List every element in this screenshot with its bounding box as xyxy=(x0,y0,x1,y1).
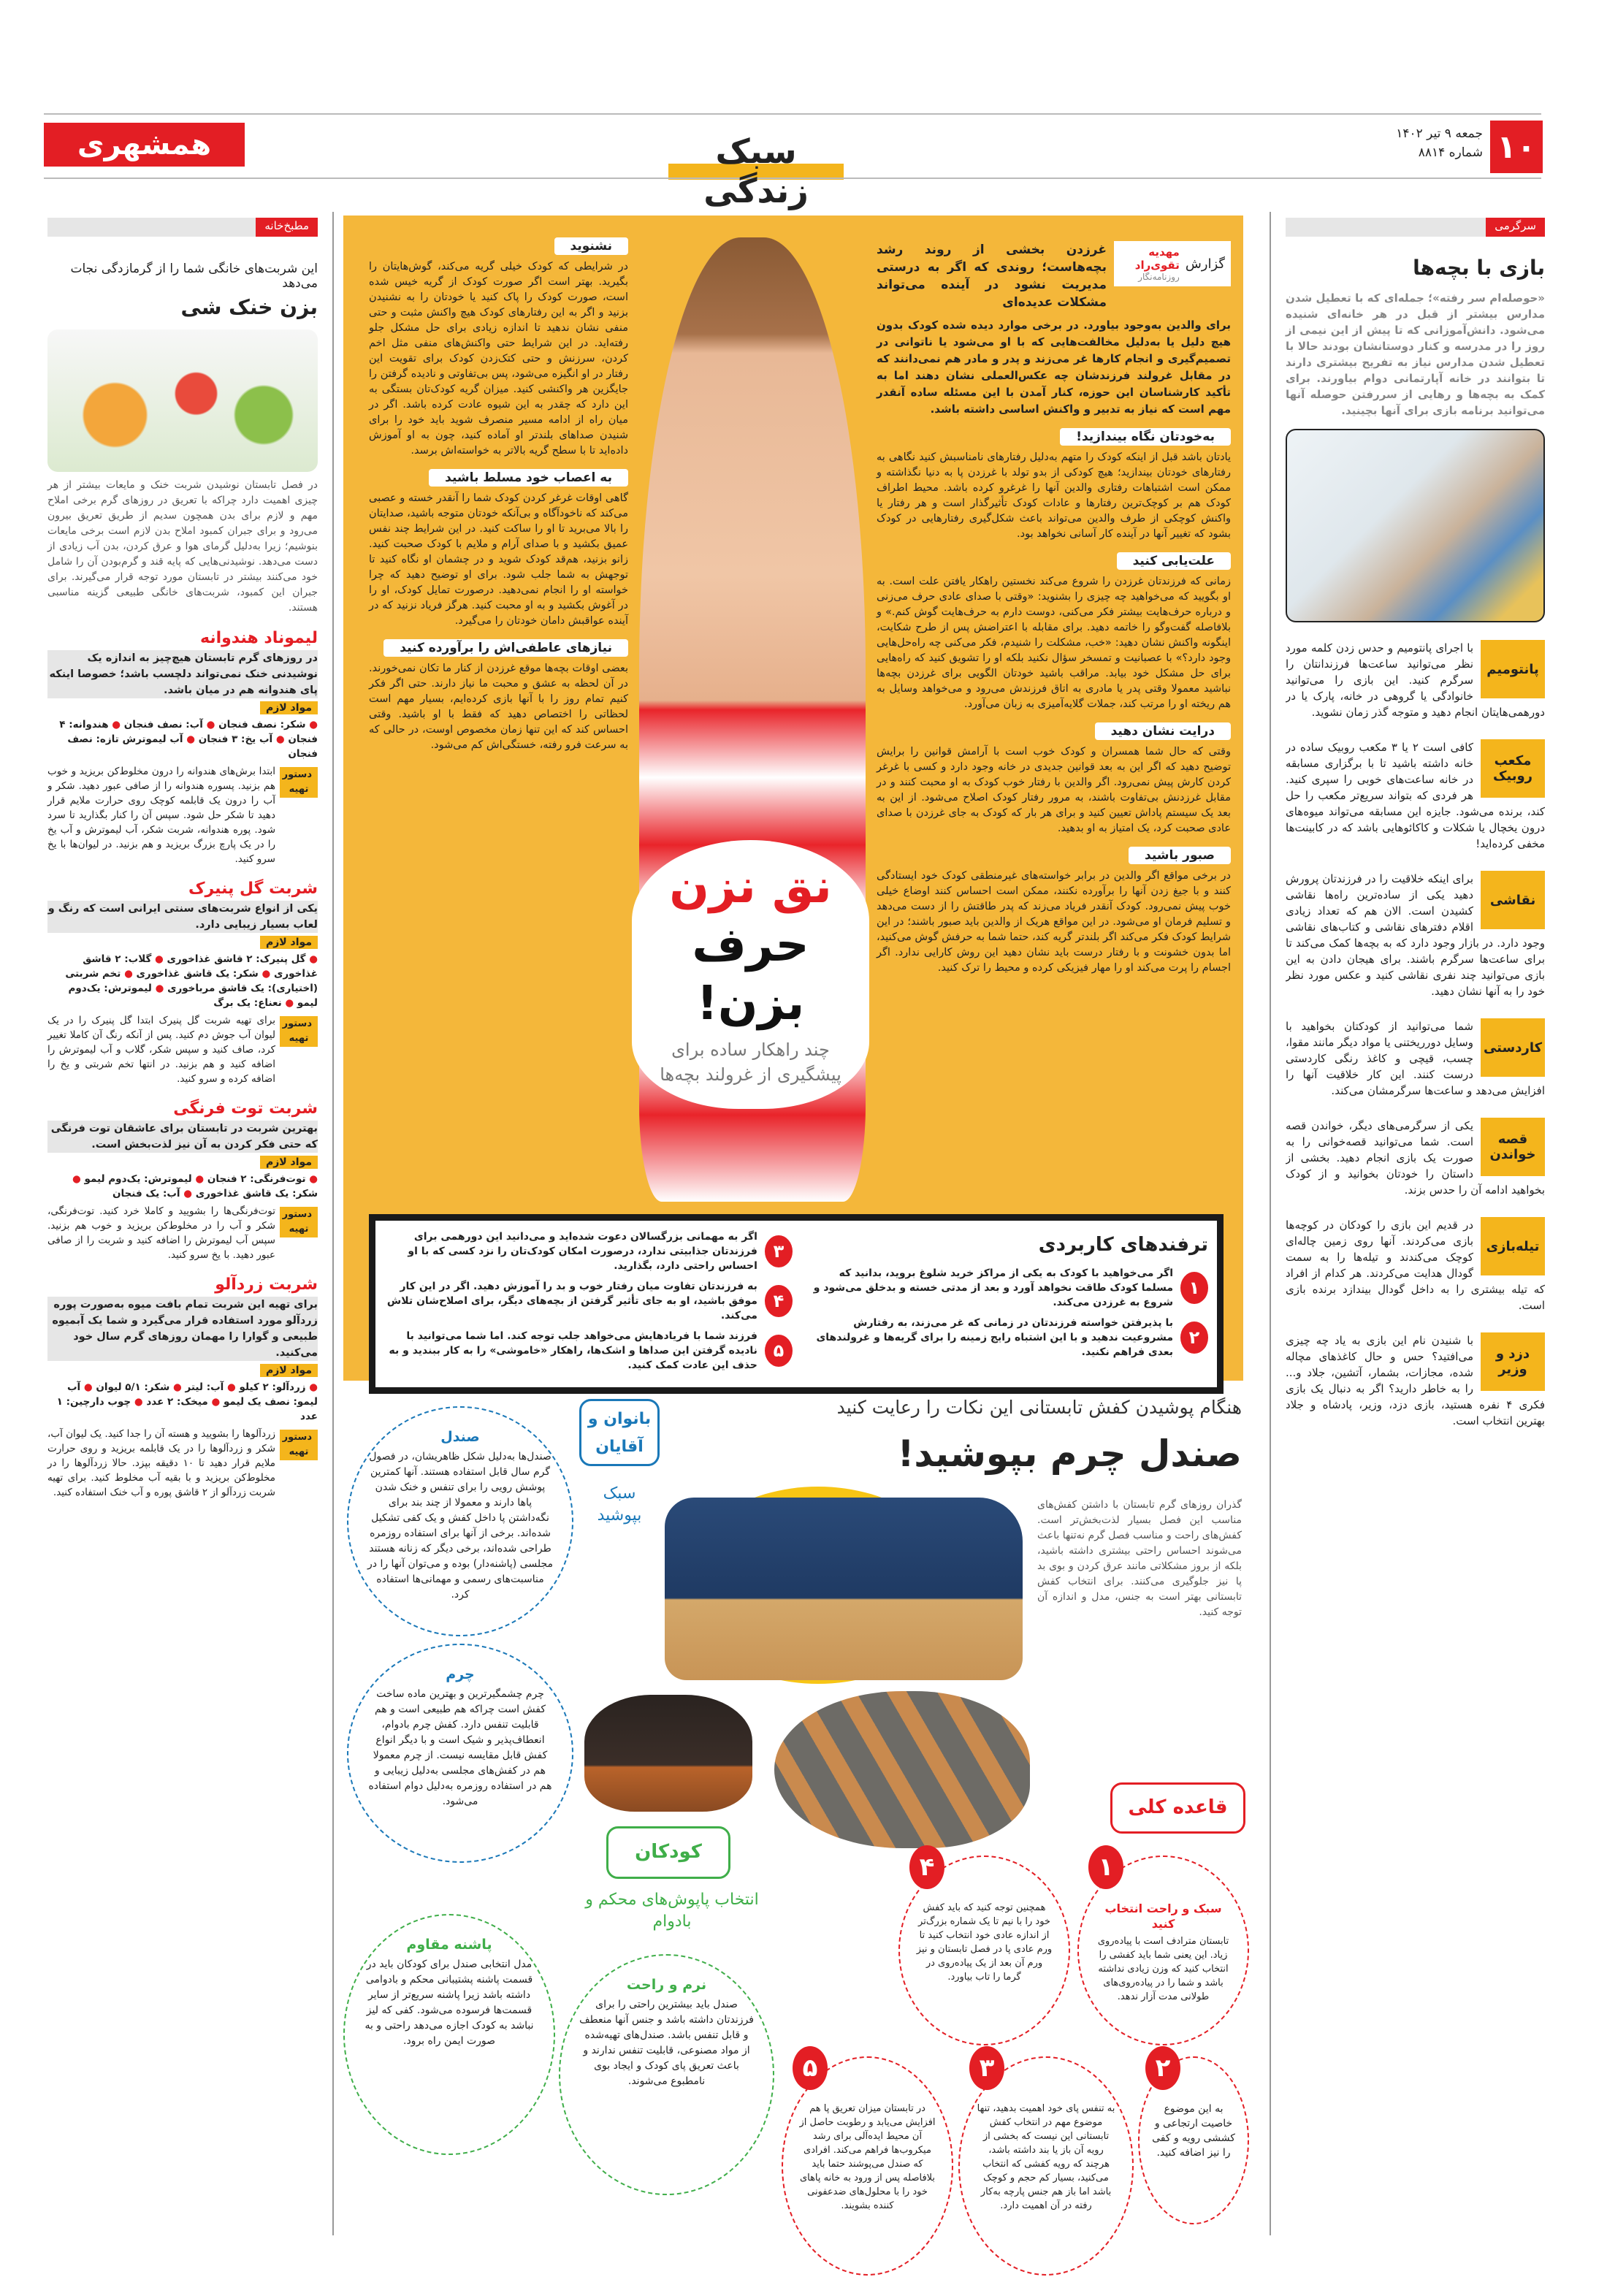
feature-column-right xyxy=(877,241,1231,986)
author-role: روزنامه‌نگار xyxy=(1138,272,1180,282)
rule-number: ۳ xyxy=(969,2046,1004,2090)
adults-subtitle: سبک بپوشید xyxy=(597,1484,642,1525)
circle-title: پاشنه مقاوم xyxy=(406,1937,492,1953)
article-title: بزن خنک شی xyxy=(180,295,318,319)
ingredient: آب: نصف فنجان xyxy=(123,719,203,731)
recipe-intro: برای تهیه این شربت تمام بافت میوه به‌صورت پوره زردآلو مورد استفاده قرار می‌گیرد و شما یک آبمیوه طبیعی و گوارا را مهمان روزهای گرم سال خود می‌کنید. xyxy=(47,1297,318,1361)
game-text: با شنیدن نام این بازی به یاد چه چیزی می‌افتید؟ حس و حال کاغذهای مچاله شده، مجازات، بشمار، آتشین، جلاد و... را به خاطر دارید؟ اگر به دنبال یک بازی فکری ۴ نفره هستید، بازی دزد، وزیر، پادشاه و جلاد بهترین انتخاب است. xyxy=(1286,1334,1545,1427)
rule-text: به تنفس پای خود اهمیت بدهید، تنها موضوع مهم در انتخاب کفش تابستانی این نیست که بخشی از رویه آن باز یا بند داشته باشد، هرچند که رویه کفشی که انتخاب می‌کنید، بسیار کم حجم و کوچک باشد اما باز هم جنس پارچه به‌کار رفته در آن اهمیت دارد. xyxy=(977,2103,1115,2211)
issue-info xyxy=(1373,124,1483,162)
steps-label: دستور تهیه xyxy=(280,767,318,798)
tip-text: با پذیرفتن خواسته فرزندتان در زمانی که غر می‌زند، به رفتارش مشروعیت ندهید و با این اشتباه رایج زمینه را برای گریه‌ها و غرولندهای بعدی فراهم نکنید. xyxy=(816,1317,1173,1358)
tip-text: فرزند شما با فریادهایش می‌خواهد جلب توجه کند. اما شما می‌توانید با نادیده گرفتن این صداها و اشک‌ها، راهکار «خاموشی» را به کار ببندید و به حذف این عادت کمک کنید. xyxy=(389,1330,757,1371)
ingredients-list: ● توت‌فرنگی: ۲ فنجان ● لیموترش: یک‌دوم لیمو ● شکر: یک قاشق غذاخوری ● آب: یک فنجان xyxy=(72,1173,318,1200)
section-emotional-needs xyxy=(369,639,628,753)
tag-label: مطبخ‌خانه xyxy=(256,218,318,237)
lead-row xyxy=(877,241,1231,311)
ingredient: آب: لیتر xyxy=(185,1381,224,1393)
drinks-photo xyxy=(47,329,318,472)
section-tag-kitchen xyxy=(47,218,318,237)
recipe-watermelon xyxy=(47,622,318,866)
section-text: بعضی اوقات بچه‌ها موقع غرزدن از کنار ما تکان نمی‌خورند. در آن لحظه به عشق و محبت ما نیاز دارند. حتی اگر فکر کنیم تمام روز را با آنها بازی کرده‌ایم، بسیار مهم است لحظاتی را اختصاص دهید که فقط با او باشید. وقتی احساس کند که این تنها زمان مخصوص اوست، در حالی که به سرعت فرو رفته، خستگی‌اش کم می‌شود. xyxy=(369,663,628,751)
tip-item xyxy=(807,1266,1208,1310)
game-text: با اجرای پانتومیم و حدس زدن کلمه مورد نظر می‌توانید ساعت‌ها فرزندانتان را سرگرم کنید. این بازی را می‌توانید خانوادگی یا گروهی در خانه، پارک یا در دورهمی‌هایتان انجام دهید و متوجه گذر زمان نشوید. xyxy=(1286,641,1545,719)
game-text: در قدیم این بازی را کودکان در کوچه‌ها بازی می‌کردند. آنها روی زمین چاله‌ای کوچک می‌کندند و تیله‌ها را به سمت گودال هدایت می‌کردند. هر کدام از افراد که تیله بیشتری را به داخل گودال بیندازد برنده بازی است. xyxy=(1286,1218,1545,1312)
section-title-text: سبک زندگی xyxy=(703,131,809,210)
kids-bubble: کودکان xyxy=(606,1826,730,1879)
ingredient: لیموترش: یک‌دوم لیمو xyxy=(84,1173,192,1185)
recipe-intro: یکی از انواع شربت‌های سنتی ایرانی است که رنگ و لعاب بسیار زیبایی دارد. xyxy=(47,901,318,933)
circle-title: نرم و راحت xyxy=(626,1977,707,1993)
ingredients-label: مواد لازم xyxy=(260,701,318,714)
byline xyxy=(1114,241,1231,286)
rule-text: به این موضوع خاصیت ارتجاعی و کششی رویه و کفی را نیز اضافه کنید. xyxy=(1152,2103,1235,2159)
ingredient: آب لیمو: نصف یک لیمو xyxy=(66,1381,318,1408)
ingredient: گل پنیرک: ۲ قاشق غذاخوری xyxy=(167,953,306,965)
tip-item xyxy=(384,1279,793,1323)
ingredient: آب یخ: ۳ فنجان xyxy=(198,733,273,745)
rule-text: در تابستان میزان تعریق پا هم افزایش می‌یابد و رطوبت حاصل از آن محیط ایده‌آلی برای رشد میکروب‌ها فراهم می‌کند. افرادی که صندل می‌پوشند حتما باید بلافاصله پس از ورود به خانه پاهای خود را با محلول‌های ضدعفونی کننده بشویند. xyxy=(799,2103,936,2211)
rule-number: ۱ xyxy=(1088,1845,1123,1889)
game-item xyxy=(1286,1217,1545,1313)
ingredient: زردآلو: ۲ کیلو xyxy=(239,1381,306,1393)
game-label: پانتومیم xyxy=(1481,640,1545,698)
tip-item xyxy=(807,1316,1208,1359)
ingredients-list: ● زردآلو: ۲ کیلو ● آب: لیتر ● شکر: ۵/۱ لیوان ● آب لیمو: نصف یک لیمو ● میخک: ۲ عدد ● چوب دارچین: ۱ عدد xyxy=(56,1381,318,1422)
tip-text: اگر به مهمانی بزرگسالان دعوت شده‌اید و می‌دانید این دورهمی برای فرزندتان جذابیتی ندارد، درصورت امکان کودک‌تان را نزد کسی که با او احساس راحتی دارد، بگذارید. xyxy=(408,1231,757,1272)
ingredient: توت‌فرنگی: ۲ فنجان xyxy=(207,1173,306,1185)
section-text: در شرایطی که کودک خیلی گریه می‌کند، گوش‌هایتان را بگیرید. بهتر است اگر صورت کودک از گریه خیس شده است، صورت کودک را پاک کنید یا خودتان را به نشنیدن بزنید و اگر به این رفتارهای کودک هیچ واکنش مثبت و حتی منفی نشان ندهید تا اندازه زیادی برای حل مشکل جلو رفته‌اید. در این شرایط حتی واکنش‌های منفی مثل اخم کردن، سرزنش و حتی کتک‌زدن کودک برای تقویت این رفتار در او انگیزه می‌شود، پس بی‌تفاوتی و نادیده گرفتن را جایگزین هر واکنشی کنید. میزان گریه کودک‌تان بستگی به این دارد که چقدر به این شیوه عادت کرده باشد. اگر در میان راه از ادامه مسیر منصرف شوید باید خود را برای شنیدن صداهای بلندتر او آماده کنید، چون به او آموزش داده‌اید تا با سطح گریه بالاتر به خواسته‌اش برسد. xyxy=(369,261,628,457)
section-text: وقتی که حال شما همسران و کودک خوب است با آرامش قوانین را برایش توضیح دهید که اگر این به بعد قوانین جدیدی در خانه وجود دارد و کسی با غرغر کردن کارش پیش نمی‌رود. اگر والدین با رفتار خوب کودک به او محبت کنند و در مقابل غرزدنش بی‌تفاوت باشند، به مرور رفتار کودک اصلاح می‌شود. از این به بعد یک سیستم پاداش تعیین کنید و برای هر بار که کودک به جای غرزدن با صدای عادی صحبت کرد، یک امتیاز به او بدهید. xyxy=(877,746,1231,834)
tip-number: ۱ xyxy=(1180,1272,1208,1304)
circle-soft-comfort xyxy=(559,1954,774,2195)
ingredients-label: مواد لازم xyxy=(260,1156,318,1169)
article-intro: «حوصله‌ام سر رفته»؛ جمله‌ای که با تعطیل شدن مدارس بیشتر از قبل در هر خانه‌ای شنیده می‌شود. دانش‌آموزانی که تا پیش از این نیمی از روز را در مدرسه و کنار دوستانشان بودند حالا با تعطیل شدن مدارس نیاز به تفریح بیشتری دارند تا بتوانند در خانه آپارتمانی دوام بیاورند. برای کمک به بچه‌ها و رهایی از سررفتن حوصله آنها می‌توانید برنامه بازی برای آنها بچینید. xyxy=(1286,291,1545,417)
ingredients-list: ● گل پنیرک: ۲ قاشق غذاخوری ● گلاب: ۲ قاشق غذاخوری ● شکر: یک قاشق غذاخوری ● تخم شربتی (اختیاری): یک قاشق مرباخوری ● لیموترش: یک‌دوم لیمو ● نعناع: یک برگ xyxy=(65,953,318,1009)
article-title: بازی با بچه‌ها xyxy=(1413,256,1545,280)
ingredients-list: ● شکر: نصف فنجان ● آب: نصف فنجان ● هندوانه: ۴ فنجان ● آب یخ: ۳ فنجان ● آب لیموترش تازه: نصف فنجان xyxy=(59,719,318,760)
game-item xyxy=(1286,1018,1545,1099)
game-item xyxy=(1286,871,1545,999)
main-title xyxy=(632,840,869,1109)
circle-title: صندل xyxy=(440,1429,480,1445)
section-heading: درایت نشان دهید xyxy=(1095,722,1231,740)
recipe-apricot xyxy=(47,1268,318,1500)
tip-number: ۲ xyxy=(1180,1321,1208,1354)
rule-number: ۵ xyxy=(793,2046,828,2090)
ingredient: شکر: ۵/۱ لیوان xyxy=(96,1381,170,1393)
title-line-1: نق نزن xyxy=(669,860,832,914)
tip-item xyxy=(384,1329,793,1373)
recipe-steps: زردآلوها را بشویید و هسته آن را جدا کنید. یک لیوان آب، شکر و زردآلوها را در یک قابلمه بریزید و روی حرارت ملایم قرار دهید تا ۱۰ دقیقه بپزد. حالا زردآلوها را در مخلوط‌کن بریزید و با بقیه آب مخلوط کنید. برای تهیه شربت زردآلو از ۲ قاشق پوره و آب خنک استفاده کنید. xyxy=(47,1428,275,1498)
game-item xyxy=(1286,1332,1545,1429)
ingredient: گلاب: ۲ قاشق غذاخوری xyxy=(83,953,318,980)
circle-sturdy-heel xyxy=(343,1914,555,2155)
circle-text: صندل‌ها به‌دلیل شکل ظاهریشان، در فصول گرم سال قابل استفاده هستند. آنها کمترین پوشش رویی را برای تنفس و خنک شدن پاها دارند و معمولا از چند بند برای نگه‌داشتن پا داخل کفش و یک کفی تشکیل شده‌اند. برخی از آنها برای استفاده روزمره طراحی شده‌اند، برخی دیگر که زنانه هستند مجلسی (پاشنه‌دار) بوده و می‌توان آنها را در مناسبت‌های رسمی و مهمانی‌ها استفاده کرد. xyxy=(367,1451,553,1601)
game-text: شما می‌توانید از کودکتان بخواهید با وسایل دورریختنی یا مواد دیگر مانند مقوا، چسب، قیچی و کاغذ رنگی کاردستی درست کنند. این کار خلاقیت آنها را افزایش می‌دهد و ساعت‌ها سرگرمشان می‌کند. xyxy=(1286,1020,1545,1097)
circle-text: مدل انتخابی صندل برای کودکان باید در قسمت پاشنه پشتیبانی محکم و بادوامی داشته باشد زیرا پاشنه سریع‌تر از سایر قسمت‌ها فرسوده می‌شود. کفی که لیز نباشد به کودک اجازه می‌دهد راحتی و به صورت ایمن راه برود. xyxy=(364,1959,534,2047)
game-label: قصه خواندن xyxy=(1481,1118,1545,1176)
left-column xyxy=(47,218,318,1500)
game-label: کاردستی xyxy=(1481,1018,1545,1077)
sandal-intro: گذران روزهای گرم تابستان با داشتن کفش‌های مناسب این فصل بسیار لذت‌بخش‌تر است. کفش‌های راحت و مناسب فصل گرم نه‌تنها باعث می‌شوند احساس راحتی بیشتری داشته باشید، بلکه از بروز مشکلاتی مانند عرق کردن و بوی بد پا نیز جلوگیری می‌کنند. برای انتخاب کفش تابستانی بهتر است به جنس، مدل و اندازه آن توجه کنید. xyxy=(1037,1499,1242,1618)
game-label: دزد و وزیر xyxy=(1481,1332,1545,1391)
tip-item xyxy=(384,1229,793,1273)
section-text: یادتان باشد قبل از اینکه کودک را متهم به‌دلیل رفتارهای نامناسبش کنید نگاهی به رفتارهای خودتان بیندازید؛ هیچ کودکی از بدو تولد با غرزدن پا به دنیا نگذاشته و ممکن است اشتباهات رفتاری والدین آنها را غرغرو کرده باشد. محیط اطراف کودک هم بر کوچک‌ترین رفتارها و عادات کودک تأثیرگذار است و هر رفتار یا واکنش کوچکی از طرف والدین می‌تواند باعث شکل‌گیری رفتارهایی در کودک بشود که تغییر آنها در آینده کار آسانی نخواهد بود. xyxy=(877,451,1231,540)
ingredient: نعناع: یک برگ xyxy=(213,997,282,1009)
lead-text: برای والدین به‌وجود بیاورد. در برخی موارد دیده شده کودک بدون هیچ دلیل یا به‌دلیل مخالفت‌هایی که با او می‌شود یا ناتوانی در تصمیم‌گیری و انجام کارها غر می‌زند و پدر و مادر هم نمی‌دانند که در مقابل غرولند فرزندشان چه عکس‌العملی نشان دهند اما به تأکید کارشناسان این حوزه، کنار آمدن با این مسئله ساده آنقدر مهم است که نیاز به تدبیر و واکنش اساسی داشته باشد. xyxy=(877,319,1231,416)
section-be-patient xyxy=(877,847,1231,976)
issue-number: شماره ۸۸۱۴ xyxy=(1418,145,1483,160)
game-text: برای اینکه خلاقیت را در فرزندتان پرورش دهید یکی از ساده‌ترین راه‌ها نقاشی کشیدن است. الان هم که تعداد زیادی اقلام دفترهای نقاشی و کتاب‌های نقاشی وجود دارد. در بازار وجود دارد که به بچه‌ها کمک می‌کند تا برای ساعت‌ها سرگرم باشند. برای هیجان دادن به این بازی می‌توانید چند نفری نقاشی کنید و عکس مورد نظر خود را به آنها نشان دهید. xyxy=(1286,872,1545,998)
game-text: یکی از سرگرمی‌های دیگر، خواندن قصه است. شما می‌توانید قصه‌خوانی را به صورت یک بازی انجام دهید. بخشی از داستان را خودتان بخوانید و از کودک بخواهید ادامه آن را حدس بزند. xyxy=(1286,1119,1545,1197)
recipe-intro: بهترین شربت در تابستان برای عاشقان توت فرنگی که حتی فکر کردن به آن نیز لذت‌بخش است. xyxy=(47,1121,318,1153)
recipe-steps: توت‌فرنگی‌ها را بشویید و کاملا خرد کنید. توت‌فرنگی، شکر و آب را در مخلوط‌کن بریزید و خوب هم بزنید. سپس آب لیموترش را اضافه کنید و شربت را از صافی عبور دهید. با یخ سرو کنید. xyxy=(47,1205,275,1261)
ingredient: شکر: یک قاشق غذاخوری xyxy=(136,968,259,980)
rule-number: ۲ xyxy=(1145,2046,1180,2090)
kids-sandal-image xyxy=(584,1695,752,1812)
recipe-title: لیموناد هندوانه xyxy=(199,629,318,647)
sandal-title: صندل چرم بپوشید! xyxy=(897,1433,1242,1475)
game-label: مکعب روبیک xyxy=(1481,739,1545,798)
section-heading: به‌خودتان نگاه بیندازید! xyxy=(1060,428,1231,446)
steps-label: دستور تهیه xyxy=(280,1430,318,1460)
section-text: در برخی مواقع اگر والدین در برابر خواسته‌های غیرمنطقی کودک خود ایستادگی کنند و با جیغ زدن آنها را برآورده نکنند، ممکن است احساس کنند اوضاع خیلی خوب پیش نمی‌رود. کودک آنقدر فریاد می‌زند که پدر طاقتش را از دست می‌دهد و تسلیم فرمان او می‌شود. در این مواقع هریک از والدین باید صبور باشند؛ در این شرایط کودک فکر می‌کند اگر بلندتر گریه کند، حتما شما به حرفش گوش می‌کنید، اما بدون خشونت و با رفتار درست باید نشان دهید این روش کارایی ندارد. اگر اجسام را پرت می‌کند او را مهار فیزیکی کرده و محیط را ترک کنید. xyxy=(877,870,1231,974)
recipe-steps: ابتدا برش‌های هندوانه را درون مخلوط‌کن بریزید و خوب هم بزنید. پسوره هندوانه را از صافی عبور دهید. شکر و آب را درون یک قابلمه کوچک روی حرارت ملایم قرار دهید تا شکر حل شود. سپس آن را کنار بگذارید تا سرد شود. پوره هندوانه، شربت شکر، آب لیموترش و آب یخ را در یک پارچ بزرگ بریزید و هم بزنید. در لیوان‌ها با یخ سرو کنید. xyxy=(47,766,275,865)
ingredient: تخم شربتی (اختیاری): یک قاشق مرباخوری xyxy=(65,968,318,994)
ingredients-label: مواد لازم xyxy=(260,936,318,949)
circle-title: چرم xyxy=(446,1666,475,1682)
rule-title: سبک و راحت انتخاب کنید xyxy=(1104,1902,1222,1931)
game-label: نقاشی xyxy=(1481,871,1545,929)
lead-bold: غرزدن بخشی از روند رشد بچه‌هاست؛ روندی که اگر به درستی مدیریت نشود در آینده می‌تواند مشکلات عدیده‌ای xyxy=(877,243,1107,310)
sandal-kicker: هنگام پوشیدن کفش تابستانی این نکات را رعایت کنید xyxy=(836,1397,1242,1418)
ingredient: میخک: ۲ عدد xyxy=(146,1396,208,1408)
recipe-strawberry xyxy=(47,1092,318,1262)
ingredient: لیموترش: یک‌دوم لیمو xyxy=(68,983,318,1009)
ingredient: شکر: نصف فنجان xyxy=(218,719,306,731)
ingredients-label: مواد لازم xyxy=(260,1364,318,1377)
section-tag-entertainment xyxy=(1286,218,1545,237)
section-text: زمانی که فرزندتان غرزدن را شروع می‌کند نخستین راهکار یافتن علت است. به او بگویید که می‌خواهید چه چیزی را بشنوید: «وقتی با صدای عادی حرف می‌زنی و درباره حرف‌هایت بیشتر فکر می‌کنی، دوست دارم به حرف‌هایت گوش کنم.» و بلافاصله گفت‌وگو را خاتمه دهید. برای مقابله با اعتراضش پس از طرح شکایت، اینگونه واکنش نشان دهید: «خب، مشکلت را شنیدم، فکر می‌کنی چه راه‌حل‌هایی وجود دارد؟» با عصبانیت و تمسخر سؤال نکنید بلکه او را تشویق کنید که راه‌هایی برای حل مشکل خود بیابد. مراقب باشید خودتان الگویی برای غرزدن بچه‌ها نباشید معمولا وقتی پدر یا مادری به اتاق فرزندش می‌رود و می‌خواهد وسایل به هم ریخته او را مرتب کند، جملات گلایه‌آمیزی به زبان می‌آورد. xyxy=(877,576,1231,710)
subtitle: چند راهکار ساده برای پیشگیری از غرولند بچه‌ها xyxy=(660,1040,841,1085)
circle-sandal xyxy=(347,1406,573,1636)
leather-sandals-image xyxy=(774,1691,1030,1848)
newspaper-logo: همشهری xyxy=(44,123,245,167)
circle-text: صندل باید بیشترین راحتی را برای فرزندتان داشته باشد و جنس آنها منعطف و قابل تنفس باشد. صندل‌های تهیه‌شده از مواد مصنوعی، قابلیت تنفس ندارند و باعث تعریق پای کودک و ایجاد بوی نامطبوع می‌شوند. xyxy=(579,1999,754,2087)
page-number: ۱۰ xyxy=(1490,121,1543,173)
article-intro: در فصل تابستان نوشیدن شربت خنک و مایعات بیشتر از هر چیزی اهمیت دارد چراکه با تعریق در روزهای گرم برخی املاح مهم و لازم برای بدن همچون سدیم از طریق تعریق بیرون می‌رود و برای جبران کمبود املاح بدن لازم است برخی مایعات بنوشیم؛ زیرا به‌دلیل گرمای هوا و عرق کردن، بدن آب زیادی از دست می‌دهد. نوشیدنی‌هایی که پایه قند و گرم‌بودن آن را شامل خود می‌کنند بیشتر در تابستان مورد توجه قرار می‌گیرند. برای جبران این کمبود، شربت‌های خانگی طبیعی گزینه مناسبی هستند. xyxy=(47,479,318,614)
section-heading: علت‌یابی کنید xyxy=(1117,552,1231,570)
tip-text: به فرزندتان تفاوت میان رفتار خوب و بد را آموزش دهید. اگر در این کار موفق باشید، او به جای تأثیر گرفتن از بچه‌های دیگر، برای اصلاح‌شان تلاش می‌کند. xyxy=(386,1281,757,1321)
kids-subtitle: انتخاب پاپوش‌های محکم و بادوام xyxy=(585,1891,759,1931)
recipe-title: شربت گل پنیرک xyxy=(188,880,318,898)
recipe-steps: برای تهیه شربت گل پنیرک ابتدا گل پنیرک را در یک لیوان آب جوش دم کنید. پس از آنکه رنگ آن کاملا تغییر کرد، صاف کنید و سپس شکر، گلاب و آب لیموترش را اضافه کنید و هم بزنید. در انتها تخم شربتی و یخ را اضافه کرده و سرو کنید. xyxy=(47,1015,275,1085)
ingredient: هندوانه: ۴ فنجان xyxy=(59,719,318,745)
rule-text: تابستان مترادف است با پیاده‌روی زیاد. این یعنی شما باید کفشی را انتخاب کنید که وزن زیادی نداشته باشد و شما را در پیاده‌روی‌های طولانی مدت آزار ندهد. xyxy=(1097,1936,1229,2002)
children-playing-photo xyxy=(1286,429,1545,622)
ingredient: چوب دارچین: ۱ عدد xyxy=(56,1396,318,1422)
tips-title: ترفندهای کاربردی xyxy=(1038,1234,1208,1256)
game-text: کافی است ۲ یا ۳ مکعب روبیک ساده در خانه داشته باشید تا با برگزاری مسابقه در خانه ساعت‌های خوبی را سپری کنید. هر فردی که بتواند سریع‌تر مکعب را حل کند، برنده می‌شود. جایزه این مسابقه می‌تواند میوه‌های درون یخچال یا شکلات و کاکائوهایی باشد که در کابینت‌ها مخفی کرده‌اید! xyxy=(1286,741,1545,850)
recipe-title: شربت زردآلو xyxy=(215,1275,318,1294)
section-be-wise xyxy=(877,722,1231,836)
rule-number: ۴ xyxy=(909,1845,944,1889)
circle-text: چرم چشمگیرترین و بهترین ماده ساخت کفش است چراکه هم طبیعی است و هم قابلیت تنفس دارد. کفش چرم بادوام، انعطاف‌پذیر و شیک است و با دیگر انواع کفش قابل مقایسه نیست. از چرم معمولا هم در کفش‌های مجلسی به‌دلیل زیبایی و هم در استفاده روزمره به‌دلیل دوام استفاده می‌شود. xyxy=(368,1688,552,1807)
section-heading: نشنوید xyxy=(554,237,628,255)
ingredient: آب: یک فنجان xyxy=(112,1188,180,1200)
practical-tips-box xyxy=(369,1214,1224,1394)
ingredient: شکر: یک قاشق غذاخوری xyxy=(195,1188,318,1200)
section-heading: نیازهای عاطفی‌اش را برآورده کنید xyxy=(383,639,628,657)
section-text: گاهی اوقات غرغر کردن کودک شما را آنقدر خسته و عصبی می‌کند که ناخودآگاه و بی‌آنکه خودتان متوجه باشید، صدایتان را بالا می‌برید تا او را ساکت کنید. در این شرایط چند نفس عمیق بکشید و با صدای آرام و ملایم با کودک صحبت کنید. زانو بزنید، هم‌قد کودک شوید و در چشمان او نگاه کنید تا توجهش به شما جلب شود. برای او توضیح دهید که چرا خواسته او را انجام نمی‌دهید. درصورت تمایل کودک، او را در آغوش بکشید و به او محبت کنید. هرگز فریاد نزنید که در آینده عواقبش دامان خودتان را می‌گیرد. xyxy=(369,492,628,627)
right-column xyxy=(1286,218,1545,1448)
tip-text: اگر می‌خواهید با کودک به یکی از مراکز خرید شلوغ بروید، بدانید که مسلما کودک طاقت نخواهد آورد و بعد از مدتی خسته و بدخلق می‌شود و شروع به غرزدن می‌کند. xyxy=(813,1267,1173,1308)
steps-label: دستور تهیه xyxy=(280,1207,318,1237)
blue-sandal-image xyxy=(665,1498,1023,1680)
section-control-nerves xyxy=(369,469,628,629)
report-label: گزارش xyxy=(1185,256,1225,272)
game-item xyxy=(1286,1118,1545,1198)
tag-label: سرگرمی xyxy=(1486,218,1545,237)
game-label: تیله‌بازی xyxy=(1481,1217,1545,1275)
section-dont-hear xyxy=(369,237,628,459)
section-heading: صبور باشید xyxy=(1129,847,1231,864)
section-heading: به اعصاب خود مسلط باشید xyxy=(429,469,628,487)
tip-number: ۴ xyxy=(765,1285,793,1317)
tip-number: ۳ xyxy=(765,1235,793,1267)
author-name: مهدیه تقوی‌راد xyxy=(1134,245,1180,272)
rule-text: همچنین توجه کنید که باید کفش خود را با نیم تا یک شماره بزرگ‌تر از اندازه عادی خود انتخاب کنید تا ورم عادی پا در فصل تابستان و نیز ورم آن بعد از یک پیاده‌روی در گرما را تاب بیاورد. xyxy=(916,1902,1053,1983)
recipe-intro: در روزهای گرم تابستان هیچ‌چیز به اندازه یک نوشیدنی خنک نمی‌تواند دلچسب باشد؛ خصوصا اینکه پای هندوانه هم در میان باشد. xyxy=(47,650,318,698)
steps-label: دستور تهیه xyxy=(280,1016,318,1047)
issue-date: جمعه ۹ تیر ۱۴۰۲ xyxy=(1396,126,1483,141)
recipe-title: شربت توت فرنگی xyxy=(173,1099,318,1118)
general-rule-bubble: قاعده کلی xyxy=(1110,1782,1245,1834)
article-kicker: این شربت‌های خانگی شما را از گرمازدگی نجات می‌دهد xyxy=(70,262,318,291)
tip-number: ۵ xyxy=(765,1335,793,1367)
game-item xyxy=(1286,739,1545,852)
feature-column-left xyxy=(369,237,628,763)
section-find-cause xyxy=(877,552,1231,712)
circle-leather xyxy=(347,1644,573,1863)
section-look-yourself xyxy=(877,428,1231,542)
title-line-2: حرف بزن! xyxy=(692,918,809,1031)
ingredient: آب لیموترش تازه: نصف فنجان xyxy=(67,733,318,760)
recipe-mallow xyxy=(47,872,318,1086)
adults-bubble: بانوان و آقایان xyxy=(579,1399,660,1466)
game-item xyxy=(1286,640,1545,720)
section-title xyxy=(668,131,844,210)
